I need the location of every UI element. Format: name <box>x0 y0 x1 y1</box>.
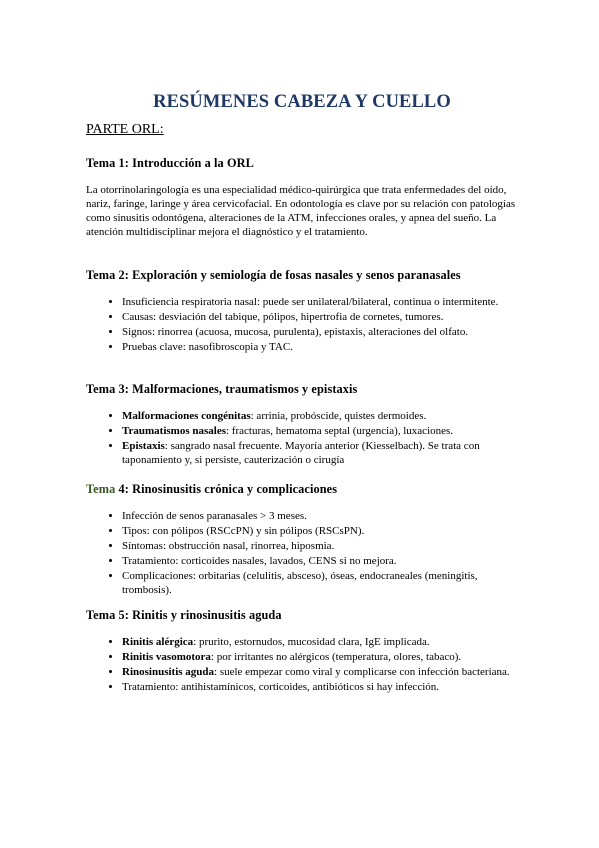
section-heading: Tema 3: Malformaciones, traumatismos y epistaxis <box>86 382 358 396</box>
term: Traumatismos nasales <box>122 425 226 437</box>
section-heading: Tema 1: Introducción a la ORL <box>86 156 254 170</box>
section-tema-5 <box>86 608 518 695</box>
section-tema-3 <box>86 382 518 468</box>
section-paragraph: La otorrinolaringología es una especialidad médico-quirúrgica que trata enfermedades del oído, nariz, faringe, laringe y área cervicofacial. En odontología es clave por su relación con patologías como sinusitis odontógena, alteraciones de la ATM, infecciones orales, y apnea del sueño. La atención multidisciplinar mejora el diagnóstico y el tratamiento. <box>86 184 516 238</box>
section-heading <box>86 482 518 497</box>
section-tema-2 <box>86 268 518 355</box>
term: Rinosinusitis aguda <box>122 666 215 678</box>
bullet-list <box>86 409 518 467</box>
part-heading: PARTE ORL: <box>86 122 164 137</box>
definition: : sangrado nasal frecuente. Mayoría anterior (Kiesselbach). Se trata con taponamiento y, si persiste, cauterización o cirugía <box>122 440 480 466</box>
list-item: • Tipos: con pólipos (RSCcPN) y sin pólipos (RSCsPN). <box>122 524 518 538</box>
list-item <box>122 635 518 649</box>
definition: : prurito, estornudos, mucosidad clara, IgE implicada. <box>193 636 430 648</box>
bullet-list <box>86 509 518 597</box>
definition: : arrinia, probóscide, quistes dermoides. <box>250 410 427 422</box>
list-item: • Causas: desviación del tabique, pólipos, hipertrofia de cornetes, tumores. <box>122 310 518 324</box>
term: Epistaxis <box>122 440 165 452</box>
list-item <box>122 424 518 438</box>
bullet-list <box>86 635 518 694</box>
list-item: • Tratamiento: corticoides nasales, lavados, CENS si no mejora. <box>122 554 518 568</box>
list-item: • Complicaciones: orbitarias (celulitis, absceso), óseas, endocraneales (meningitis, trombosis). <box>122 569 518 597</box>
section-tema-4 <box>86 482 518 598</box>
section-heading: Tema 2: Exploración y semiología de fosas nasales y senos paranasales <box>86 268 461 282</box>
document-title: RESÚMENES CABEZA Y CUELLO <box>153 92 451 112</box>
term: Rinitis alérgica <box>122 636 194 648</box>
list-item: • Insuficiencia respiratoria nasal: puede ser unilateral/bilateral, continua o intermitente. <box>122 295 518 309</box>
definition: : fracturas, hematoma septal (urgencia), luxaciones. <box>226 425 454 437</box>
bullet-list <box>86 295 518 354</box>
list-item: • Pruebas clave: nasofibroscopia y TAC. <box>122 340 518 354</box>
list-item <box>122 439 518 467</box>
list-item: • Síntomas: obstrucción nasal, rinorrea, hiposmia. <box>122 539 518 553</box>
list-item <box>122 665 518 679</box>
heading-word: Tema <box>86 482 116 496</box>
heading-rest: 4: Rinosinusitis crónica y complicaciones <box>115 482 338 496</box>
section-heading: Tema 5: Rinitis y rinosinusitis aguda <box>86 608 282 622</box>
definition: : por irritantes no alérgicos (temperatura, olores, tabaco). <box>210 651 462 663</box>
term: Malformaciones congénitas <box>122 410 251 422</box>
list-item <box>122 650 518 664</box>
section-tema-1 <box>86 156 518 239</box>
definition: : suele empezar como viral y complicarse con infección bacteriana. <box>214 666 510 678</box>
term: Rinitis vasomotora <box>122 651 211 663</box>
definition: Tratamiento: antihistamínicos, corticoides, antibióticos si hay infección. <box>122 681 440 693</box>
list-item: • Signos: rinorrea (acuosa, mucosa, purulenta), epistaxis, alteraciones del olfato. <box>122 325 518 339</box>
list-item: • Infección de senos paranasales > 3 meses. <box>122 509 518 523</box>
list-item <box>122 409 518 423</box>
list-item <box>122 680 518 694</box>
